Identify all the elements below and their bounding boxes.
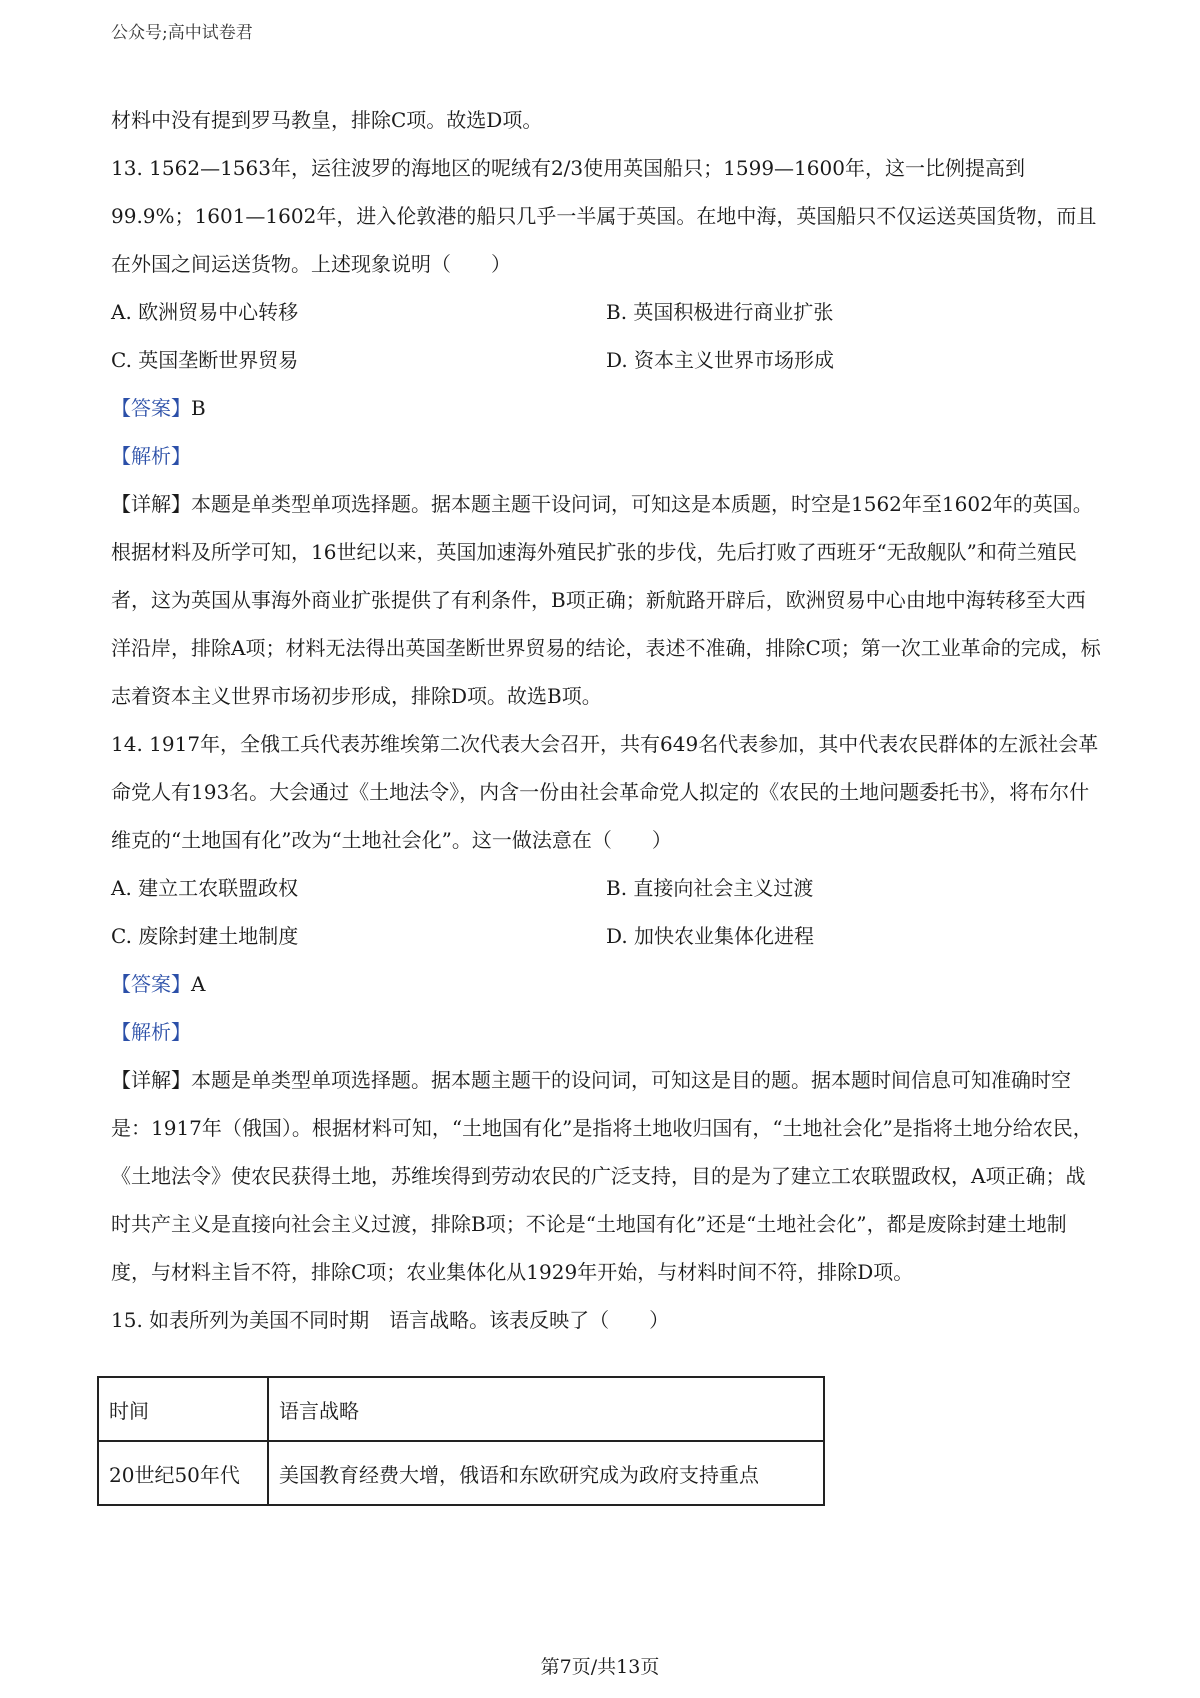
table-row <box>98 1441 824 1505</box>
q13-detail-text: 本题是单类型单项选择题。据本题主题干设问词，可知这是本质题，时空是1562年至1602年的英国。根据材料及所学可知，16世纪以来，英国加速海外殖民扩张的步伐，先后打败了西班牙“无敌舰队”和荷兰殖民者，这为英国从事海外商业扩张提供了有利条件，B项正确；新航路开辟后，欧洲贸易中心由地中海转移至大西洋沿岸，排除A项；材料无法得出英国垄断世界贸易的结论，表述不准确，排除C项；第一次工业革命的完成，标志着资本主义世界市场初步形成，排除D项。故选B项。 <box>111 492 1101 708</box>
document-body <box>111 96 1101 1344</box>
q13-answer-value: B <box>191 396 206 420</box>
question-15-stem: 15. 如表所列为美国不同时期 语言战略。该表反映了（ ） <box>111 1308 670 1332</box>
table-header-row <box>98 1377 824 1441</box>
q14-analysis-tag: 【解析】 <box>111 1020 191 1044</box>
question-13-stem: 13. 1562—1563年，运往波罗的海地区的呢绒有2/3使用英国船只；1599—1600年，这一比例提高到99.9%；1601—1602年，进入伦敦港的船只几乎一半属于英国。在地中海，英国船只不仅运送英国货物，而且在外国之间运送货物。上述现象说明（ ） <box>111 156 1097 276</box>
language-strategy-table <box>97 1376 825 1506</box>
q13-option-c: C. 英国垄断世界贸易 <box>111 348 299 372</box>
table-cell-time: 20世纪50年代 <box>98 1441 268 1505</box>
q13-detail-tag: 【详解】 <box>111 492 191 516</box>
q13-analysis-tag: 【解析】 <box>111 444 191 468</box>
table-cell-strategy: 美国教育经费大增，俄语和东欧研究成为政府支持重点 <box>268 1441 824 1505</box>
q14-detail-tag: 【详解】 <box>111 1068 191 1092</box>
q14-detail <box>111 1056 1101 1296</box>
q14-answer-tag: 【答案】 <box>111 972 191 996</box>
q14-option-c: C. 废除封建土地制度 <box>111 924 299 948</box>
q14-answer <box>111 960 1101 1008</box>
q14-detail-text: 本题是单类型单项选择题。据本题主题干的设问词，可知这是目的题。据本题时间信息可知准确时空是：1917年（俄国）。根据材料可知，“土地国有化”是指将土地收归国有，“土地社会化”是指将土地分给农民，《土地法令》使农民获得土地，苏维埃得到劳动农民的广泛支持，目的是为了建立工农联盟政权，A项正确；战时共产主义是直接向社会主义过渡，排除B项；不论是“土地国有化”还是“土地社会化”，都是废除封建土地制度，与材料主旨不符，排除C项；农业集体化从1929年开始，与材料时间不符，排除D项。 <box>111 1068 1093 1284</box>
q14-option-b: B. 直接向社会主义过渡 <box>606 876 814 900</box>
question-13 <box>111 144 1101 720</box>
q14-option-a: A. 建立工农联盟政权 <box>111 876 299 900</box>
table-header-strategy: 语言战略 <box>268 1377 824 1441</box>
question-14 <box>111 720 1101 1296</box>
q13-answer-tag: 【答案】 <box>111 396 191 420</box>
q13-option-d: D. 资本主义世界市场形成 <box>606 348 835 372</box>
page-number: 第7页/共13页 <box>540 1656 660 1678</box>
question-14-stem: 14. 1917年，全俄工兵代表苏维埃第二次代表大会召开，共有649名代表参加，其中代表农民群体的左派社会革命党人有193名。大会通过《土地法令》，内含一份由社会革命党人拟定的《农民的土地问题委托书》，将布尔什维克的“土地国有化”改为“土地社会化”。这一做法意在（ ） <box>111 732 1099 852</box>
table-header-time: 时间 <box>98 1377 268 1441</box>
q13-option-b: B. 英国积极进行商业扩张 <box>606 300 834 324</box>
q14-answer-value: A <box>191 972 206 996</box>
q13-answer <box>111 384 1101 432</box>
q13-detail <box>111 480 1101 720</box>
q13-option-a: A. 欧洲贸易中心转移 <box>111 300 299 324</box>
watermark-header: 公众号;高中试卷君 <box>111 23 253 43</box>
q14-option-d: D. 加快农业集体化进程 <box>606 924 815 948</box>
intro-line: 材料中没有提到罗马教皇，排除C项。故选D项。 <box>111 108 543 132</box>
